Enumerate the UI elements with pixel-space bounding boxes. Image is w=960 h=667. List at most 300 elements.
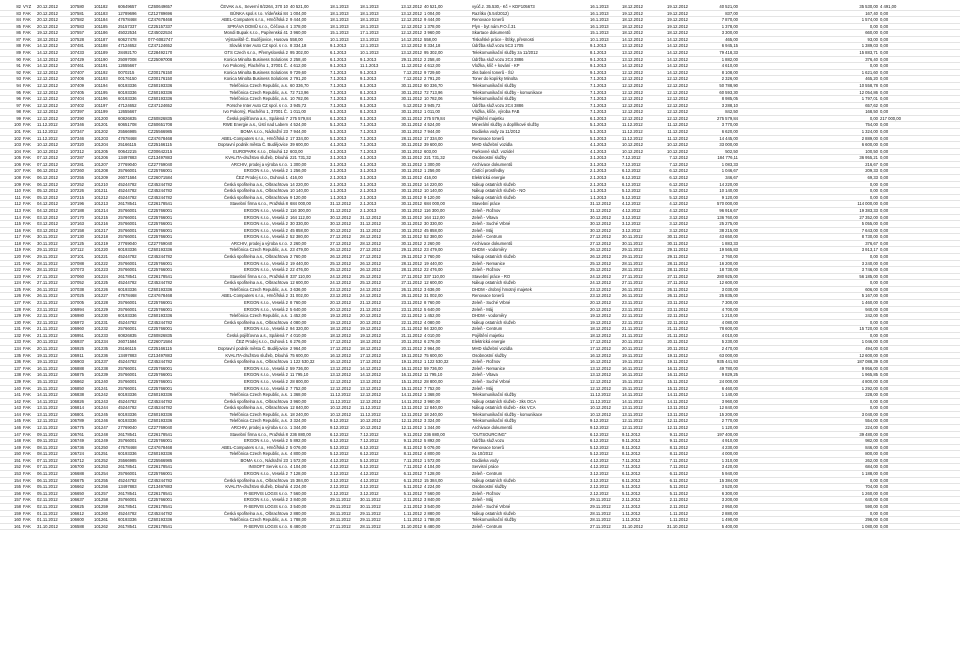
table-cell-total: 21.11.2012: [655, 326, 689, 333]
table-cell-row: 91: [0, 63, 22, 70]
table-cell-vat-id: 12655667: [117, 63, 147, 70]
table-cell-date-4: 12.12.2012: [589, 385, 621, 392]
table-cell-date: 06.12.2012: [36, 168, 69, 175]
table-cell-code: 101213: [93, 201, 117, 208]
table-cell-supplier: CZ47678468: [147, 444, 181, 451]
table-cell-amount-2: 6.11.2012: [389, 477, 423, 484]
table-cell-amount-2: 26.11.2012: [389, 293, 423, 300]
table-cell-total: 15.11.2012: [655, 378, 689, 385]
table-cell-code: 101228: [93, 300, 117, 307]
table-cell-paid: 1 389,03: [739, 43, 879, 50]
table-cell-extra: 1 378,00: [689, 23, 739, 30]
table-cell-ref: 107582: [69, 17, 93, 24]
table-cell-description: 8 760,00: [423, 300, 471, 307]
table-cell-due-1: 72 713,96: [289, 89, 329, 96]
table-cell-supplier: CZ45022534: [147, 30, 181, 37]
table-cell-description: 94 320,00: [423, 326, 471, 333]
table-cell-date-5: 13.11.2012: [621, 405, 655, 412]
table-cell-paid: 1 260,00: [739, 490, 879, 497]
table-cell-var-symbol: 24.12.2012: [359, 286, 389, 293]
table-cell-extra: 6 620,00: [689, 128, 739, 135]
table-cell-ref: 106994: [69, 306, 93, 313]
table-cell-code: 101231: [93, 319, 117, 326]
table-cell-due-1: 5 640,00: [289, 306, 329, 313]
table-cell-amount-2: 8.11.2012: [389, 451, 423, 458]
table-cell-ref: 107038: [69, 286, 93, 293]
table-cell-remaining: 0,00: [879, 346, 960, 353]
table-cell-description: 14 220,00: [423, 181, 471, 188]
table-cell-date-4: 3.12.2012: [589, 471, 621, 478]
table-cell-description: 22 476,00: [423, 267, 471, 274]
table-cell-amount-2: 30.11.2012: [389, 96, 423, 103]
table-cell-row: 139: [0, 378, 22, 385]
table-cell-paid: 657,62: [739, 102, 879, 109]
table-cell-row: 141: [0, 392, 22, 399]
table-cell-var-symbol: 9.1.2013: [359, 56, 389, 63]
table-cell-vat-id: 25766001: [117, 168, 147, 175]
table-cell-amount-2: 28.11.2012: [389, 267, 423, 274]
table-cell-date-4: 17.12.2012: [589, 346, 621, 353]
table-cell-due-2: 13.12.2012: [329, 365, 359, 372]
table-cell-supplier: CZ47678468: [147, 17, 181, 24]
table-cell-amount: Česká spořitelna a.s., Olbrachtova: [181, 319, 289, 326]
table-cell-amount-2: 13.12.2012: [389, 43, 423, 50]
table-cell-date-3: Zeleň - Nemanice: [471, 365, 589, 372]
table-cell-date: 13.11.2012: [36, 411, 69, 418]
table-cell-doc-type: FAK: [22, 319, 36, 326]
table-cell-amount: ABEL-Computers s.r.o., Hrnčířská 2: [181, 444, 289, 451]
table-cell-due-1: 1 122 530,32: [289, 359, 329, 366]
table-cell-vat-id: 25766001: [117, 471, 147, 478]
table-cell-extra: 136 760,00: [689, 214, 739, 221]
table-cell-supplier: CZ45244782: [147, 253, 181, 260]
table-cell-row: 150: [0, 451, 22, 458]
table-cell-doc-type: FAK: [22, 181, 36, 188]
table-cell-extra: 1 140,00: [689, 392, 739, 399]
table-cell-date-3: Nákup ostatních služeb: [471, 510, 589, 517]
table-cell-ref: 107281: [69, 161, 93, 168]
table-cell-date: 11.12.2012: [36, 128, 69, 135]
table-cell-ref: 107346: [69, 135, 93, 142]
table-cell-amount-2: 5.11.2012: [389, 490, 423, 497]
table-cell-supplier: CZ26178541: [147, 490, 181, 497]
table-cell-remaining: 0,00: [879, 267, 960, 274]
table-cell-due-2: 19.12.2012: [329, 319, 359, 326]
table-cell-due-2: 26.12.2012: [329, 253, 359, 260]
table-cell-amount-2: 30.11.2012: [389, 161, 423, 168]
table-cell-ref: 106675: [69, 477, 93, 484]
table-cell-doc-type: FAK: [22, 490, 36, 497]
table-cell-amount: Telefónica Czech Republic, a.s.: [181, 313, 289, 320]
table-cell-description: 12 600,00: [423, 280, 471, 287]
table-cell-extra: 9 120,00: [689, 194, 739, 201]
table-cell-remaining: 0,00: [879, 425, 960, 432]
table-cell-due-2: 3.12.2012: [329, 471, 359, 478]
table-cell-row: 90: [0, 56, 22, 63]
table-cell-extra: 1 046,67: [689, 168, 739, 175]
table-cell-extra: 275 579,84: [689, 115, 739, 122]
table-cell-doc-type: FAK: [22, 82, 36, 89]
table-cell-amount: ČEVAK a.s., Severní 8/2264, 370 10: [181, 4, 289, 10]
table-cell-vat-id: 47678468: [117, 17, 147, 24]
table-cell-row: 111: [0, 194, 22, 201]
table-cell-date-4: 26.12.2012: [589, 253, 621, 260]
table-cell-due-2: 25.12.2012: [329, 260, 359, 267]
table-cell-date: 19.11.2012: [36, 352, 69, 359]
table-cell-description: 3 636,00: [423, 286, 471, 293]
table-cell-paid: 56 185,00: [739, 273, 879, 280]
table-cell-extra: 1 883,33: [689, 240, 739, 247]
table-cell-doc-type: FAK: [22, 346, 36, 353]
table-cell-amount-2: 12.12.2012: [389, 30, 423, 37]
table-cell-row: 142: [0, 398, 22, 405]
table-cell-vat-id: 47124652: [117, 102, 147, 109]
table-cell-vat-id: 45244782: [117, 359, 147, 366]
table-cell-extra: 16 200,00: [689, 260, 739, 267]
table-cell-due-2: 30.12.2012: [329, 221, 359, 228]
table-cell-date-4: 9.1.2013: [589, 63, 621, 70]
table-cell-paid: 224,00: [739, 425, 879, 432]
table-cell-paid: 35 530,00: [739, 4, 879, 10]
table-row: [0, 286, 960, 293]
table-cell-supplier: CZ60651708: [147, 122, 181, 129]
table-cell-doc-type: FAK: [22, 122, 36, 129]
table-cell-ref: 106688: [69, 471, 93, 478]
table-cell-extra: 14 445,00: [689, 135, 739, 142]
table-body: [0, 4, 960, 530]
table-row: [0, 43, 960, 50]
table-cell-due-1: 59 736,00: [289, 365, 329, 372]
table-cell-amount-2: 30.11.2012: [389, 82, 423, 89]
table-cell-doc-type: FAK: [22, 109, 36, 116]
table-cell-supplier: CZ25766001: [147, 372, 181, 379]
table-cell-description: 4 010,00: [423, 332, 471, 339]
table-cell-due-2: 23.12.2012: [329, 293, 359, 300]
table-cell-description: 2 260,00: [423, 240, 471, 247]
table-cell-date-5: 16.11.2012: [621, 365, 655, 372]
table-cell-row: 84: [0, 17, 22, 24]
table-row: [0, 280, 960, 287]
table-cell-code: 101238: [93, 365, 117, 372]
table-cell-amount: ABEL-Computers s.r.o., Hrnčířská 2: [181, 135, 289, 142]
table-cell-remaining: 0,00: [879, 109, 960, 116]
table-cell-supplier: [147, 109, 181, 116]
table-cell-doc-type: FAK: [22, 161, 36, 168]
table-cell-date: 07.11.2012: [36, 464, 69, 471]
table-cell-code: 101205: [93, 148, 117, 155]
table-row: [0, 175, 960, 182]
table-cell-due-1: 14 220,00: [289, 181, 329, 188]
table-cell-ref: 106761: [69, 431, 93, 438]
table-cell-row: 119: [0, 247, 22, 254]
table-cell-due-2: 28.11.2012: [329, 510, 359, 517]
table-cell-remaining: 0,00: [879, 313, 960, 320]
table-cell-remaining: 0,00: [879, 385, 960, 392]
table-cell-date-3: Telekomunikační služby: [471, 517, 589, 524]
table-cell-description: 1 452,00: [423, 313, 471, 320]
table-cell-description: 30 330,00: [423, 221, 471, 228]
table-cell-supplier: CZ25766001: [147, 207, 181, 214]
table-cell-amount: Česká spořitelna a.s., Olbrachtova: [181, 280, 289, 287]
table-cell-date: 14.11.2012: [36, 392, 69, 399]
table-cell-date-3: Zeleň - Máj: [471, 306, 589, 313]
table-cell-var-symbol: 26.12.2012: [359, 267, 389, 274]
table-cell-description: 9 120,00: [423, 194, 471, 201]
table-cell-extra: 935 441,93: [689, 359, 739, 366]
table-cell-paid: 39 480,00: [739, 431, 879, 438]
table-cell-supplier: CZ25766001: [147, 438, 181, 445]
table-cell-amount-2: 14.11.2012: [389, 392, 423, 399]
table-cell-row: 88: [0, 43, 22, 50]
table-cell-ref: 106700: [69, 464, 93, 471]
invoice-table: [0, 4, 960, 530]
table-cell-due-2: 5.1.2013: [329, 135, 359, 142]
table-cell-date: 20.12.2012: [36, 17, 69, 24]
table-cell-date: 15.11.2012: [36, 378, 69, 385]
table-cell-date-3: Telekomunikační služby: [471, 82, 589, 89]
table-cell-date-5: 1.11.2012: [621, 517, 655, 524]
table-cell-paid: 494,00: [739, 346, 879, 353]
table-cell-due-2: 9.12.2012: [329, 418, 359, 425]
table-cell-due-2: 3.1.2013: [329, 161, 359, 168]
table-cell-extra: 24 000,00: [689, 378, 739, 385]
table-cell-supplier: CZ47124652: [147, 102, 181, 109]
table-cell-extra: 3 288,10: [689, 102, 739, 109]
table-cell-doc-type: FAK: [22, 155, 36, 162]
table-cell-date-4: 1.1.2013: [589, 194, 621, 201]
table-cell-date-4: 11.12.2012: [589, 392, 621, 399]
table-cell-remaining: 0,00: [879, 418, 960, 425]
table-cell-row: 127: [0, 300, 22, 307]
table-cell-amount: INISOFT Servis s.r.o.: [181, 464, 289, 471]
table-cell-ref: 106838: [69, 392, 93, 399]
table-cell-date: 14.12.2012: [36, 56, 69, 63]
table-row: [0, 293, 960, 300]
table-cell-description: 28 800,00: [423, 378, 471, 385]
table-cell-date-3: Stavební práce: [471, 201, 589, 208]
table-cell-total: 16.11.2012: [655, 372, 689, 379]
table-cell-due-2: 6.12.2012: [329, 431, 359, 438]
table-cell-date-5: 21.11.2012: [621, 332, 655, 339]
table-cell-supplier: CZ47678468: [147, 293, 181, 300]
table-cell-doc-type: FAK: [22, 313, 36, 320]
table-cell-code: 101212: [93, 194, 117, 201]
table-cell-supplier: CZ25097008: [147, 56, 181, 63]
table-row: [0, 339, 960, 346]
table-cell-date-5: 19.12.2012: [621, 10, 655, 17]
table-cell-total: 27.11.2012: [655, 280, 689, 287]
table-cell-amount-2: 12.12.2012: [389, 23, 423, 30]
table-cell-due-1: 1 788,00: [289, 517, 329, 524]
table-cell-description: 40 521,00: [423, 4, 471, 10]
table-cell-supplier: CZ25766001: [147, 378, 181, 385]
table-cell-due-1: 164 112,00: [289, 214, 329, 221]
table-row: [0, 36, 960, 43]
table-cell-total: 19.11.2012: [655, 352, 689, 359]
table-cell-total: 11.12.2012: [655, 122, 689, 129]
table-row: [0, 438, 960, 445]
table-cell-due-2: 15.1.2013: [329, 30, 359, 37]
table-cell-doc-type: FAK: [22, 115, 36, 122]
table-cell-ref: 106736: [69, 444, 93, 451]
table-cell-vat-id: 27769040: [117, 161, 147, 168]
table-cell-extra: 570 000,00: [689, 201, 739, 208]
table-cell-remaining: 0,00: [879, 300, 960, 307]
table-cell-supplier: CZ25766001: [147, 234, 181, 241]
table-cell-extra: 38 215,00: [689, 227, 739, 234]
table-cell-paid: 228,00: [739, 392, 879, 399]
table-cell-ref: 107196: [69, 201, 93, 208]
table-cell-amount-2: 30.11.2012: [389, 122, 423, 129]
table-cell-amount: Telefónica Czech Republic, a.s.: [181, 418, 289, 425]
table-cell-date-4: 9.1.2013: [589, 43, 621, 50]
table-cell-date-3: Zeleň - Máj: [471, 497, 589, 504]
table-cell-amount-2: 14.11.2012: [389, 398, 423, 405]
table-cell-due-1: 10 782,06: [289, 96, 329, 103]
table-cell-var-symbol: 10.1.2013: [359, 50, 389, 57]
table-cell-date-5: 30.11.2012: [621, 240, 655, 247]
table-cell-date-3: Zeleň - Vltava: [471, 372, 589, 379]
table-cell-supplier: CZ25766001: [147, 471, 181, 478]
table-cell-date: 05.11.2012: [36, 484, 69, 491]
table-cell-due-1: 6 480,00: [289, 523, 329, 530]
table-cell-date-5: 18.12.2012: [621, 23, 655, 30]
table-cell-date-3: 2ks balení tonerů - ŠÚ: [471, 69, 589, 76]
table-cell-ref: 107255: [69, 175, 93, 182]
table-cell-date: 27.11.2012: [36, 280, 69, 287]
table-cell-vat-id: 60826835: [117, 332, 147, 339]
table-cell-description: 164 112,00: [423, 214, 471, 221]
table-cell-code: 101240: [93, 378, 117, 385]
table-cell-vat-id: 25766001: [117, 378, 147, 385]
table-cell-due-2: 6.1.2013: [329, 56, 359, 63]
table-row: [0, 227, 960, 234]
table-cell-amount: ERGON s.r.o., Veselá 2: [181, 497, 289, 504]
table-cell-amount: ABEL-Computers s.r.o., Hrnčířská 2: [181, 17, 289, 24]
table-cell-code: 101261: [93, 517, 117, 524]
table-cell-row: 92: [0, 69, 22, 76]
table-cell-vat-id: 45244782: [117, 194, 147, 201]
table-cell-paid: 0,00: [739, 181, 879, 188]
table-cell-var-symbol: 4.1.2013: [359, 155, 389, 162]
table-cell-due-2: 18.12.2012: [329, 332, 359, 339]
table-cell-remaining: 0,00: [879, 451, 960, 458]
table-cell-date-5: 14.12.2012: [621, 36, 655, 43]
table-cell-date: 16.11.2012: [36, 365, 69, 372]
table-cell-date: 05.12.2012: [36, 188, 69, 195]
table-cell-date-3: Údržba služ.vozu 2C4 3886: [471, 102, 589, 109]
table-cell-amount: Telefónica Czech Republic, a.s.: [181, 247, 289, 254]
table-cell-paid: 0,00: [739, 188, 879, 195]
table-cell-due-1: 11 795,10: [289, 372, 329, 379]
table-cell-date-5: 3.12.2012: [621, 221, 655, 228]
table-cell-date-3: DHDM - vodoměry: [471, 313, 589, 320]
table-cell-amount: Česká pojišťovna a.s., Spálená 7: [181, 332, 289, 339]
table-cell-due-1: 6 276,00: [289, 339, 329, 346]
table-cell-amount: BÚNKA spol.s r.o. Vídeňská 84: [181, 10, 289, 17]
table-cell-doc-type: FAK: [22, 471, 36, 478]
table-cell-row: 153: [0, 471, 22, 478]
table-cell-date-5: 23.11.2012: [621, 306, 655, 313]
table-cell-doc-type: FAK: [22, 63, 36, 70]
table-cell-amount-2: 30.11.2012: [389, 240, 423, 247]
table-cell-total: 6.12.2012: [655, 175, 689, 182]
table-cell-total: 6.12.2012: [655, 181, 689, 188]
table-cell-supplier: CZ60826835: [147, 332, 181, 339]
table-cell-supplier: CZ60193336: [147, 411, 181, 418]
table-cell-total: 14.12.2012: [655, 63, 689, 70]
table-cell-date-5: 22.11.2012: [621, 313, 655, 320]
table-cell-date-4: 6.1.2013: [589, 115, 621, 122]
table-cell-date: 12.12.2012: [36, 69, 69, 76]
table-cell-due-2: 5.12.2012: [329, 444, 359, 451]
table-cell-date: 08.11.2012: [36, 444, 69, 451]
table-cell-extra: 1 210,00: [689, 313, 739, 320]
table-cell-due-2: 16.12.2012: [329, 359, 359, 366]
table-cell-date-4: 19.12.2012: [589, 319, 621, 326]
table-cell-extra: 1 310,00: [689, 457, 739, 464]
table-cell-paid: 3 746,00: [739, 267, 879, 274]
table-cell-supplier: CZ60193336: [147, 82, 181, 89]
table-cell-due-1: 116 300,00: [289, 207, 329, 214]
table-cell-due-2: 6.1.2013: [329, 115, 359, 122]
table-cell-supplier: CZ60193336: [147, 392, 181, 399]
table-cell-amount: ERGON s.r.o., Veselá 2: [181, 221, 289, 228]
table-cell-var-symbol: 9.1.2013: [359, 69, 389, 76]
table-cell-due-2: 17.12.2012: [329, 339, 359, 346]
table-row: [0, 464, 960, 471]
table-cell-due-2: 12.12.2012: [329, 385, 359, 392]
table-row: [0, 346, 960, 353]
table-cell-description: 7 560,00: [423, 490, 471, 497]
table-cell-var-symbol: 18.1.2013: [359, 23, 389, 30]
table-cell-code: 101200: [93, 115, 117, 122]
table-cell-total: 3.12.2012: [655, 221, 689, 228]
table-cell-remaining: 0,00: [879, 181, 960, 188]
table-cell-remaining: 0,00: [879, 102, 960, 109]
table-cell-var-symbol: 26.12.2012: [359, 260, 389, 267]
table-cell-extra: 49 780,00: [689, 365, 739, 372]
table-cell-code: 101243: [93, 398, 117, 405]
table-cell-extra: 184 776,11: [689, 155, 739, 162]
table-cell-row: 133: [0, 339, 22, 346]
table-cell-date: 23.11.2012: [36, 306, 69, 313]
table-row: [0, 457, 960, 464]
table-cell-amount-2: 13.12.2012: [389, 50, 423, 57]
table-row: [0, 398, 960, 405]
table-cell-description: 2 880,00: [423, 510, 471, 517]
table-cell-due-2: 13.12.2012: [329, 372, 359, 379]
table-cell-date-5: 20.11.2012: [621, 346, 655, 353]
table-cell-vat-id: 60627478: [117, 36, 147, 43]
table-cell-var-symbol: 5.12.2012: [359, 464, 389, 471]
table-cell-doc-type: FAK: [22, 425, 36, 432]
table-cell-date-4: 15.1.2013: [589, 30, 621, 37]
table-cell-date-5: 14.11.2012: [621, 392, 655, 399]
table-cell-extra: 40 521,00: [689, 4, 739, 10]
table-cell-amount: Stavební firma s.r.o., Pražská 8: [181, 273, 289, 280]
table-cell-date-4: 25.12.2012: [589, 260, 621, 267]
table-cell-paid: 376,40: [739, 56, 879, 63]
table-cell-date: 14.12.2012: [36, 50, 69, 57]
table-cell-row: 135: [0, 352, 22, 359]
table-cell-due-1: 1 300,00: [289, 161, 329, 168]
table-cell-paid: 0,00: [739, 280, 879, 287]
table-cell-remaining: 0,00: [879, 96, 960, 103]
table-cell-amount: ČEZ Prodej s.r.o., Duhová 1: [181, 175, 289, 182]
table-cell-extra: 280 925,00: [689, 273, 739, 280]
table-cell-amount-2: 30.11.2012: [389, 201, 423, 208]
